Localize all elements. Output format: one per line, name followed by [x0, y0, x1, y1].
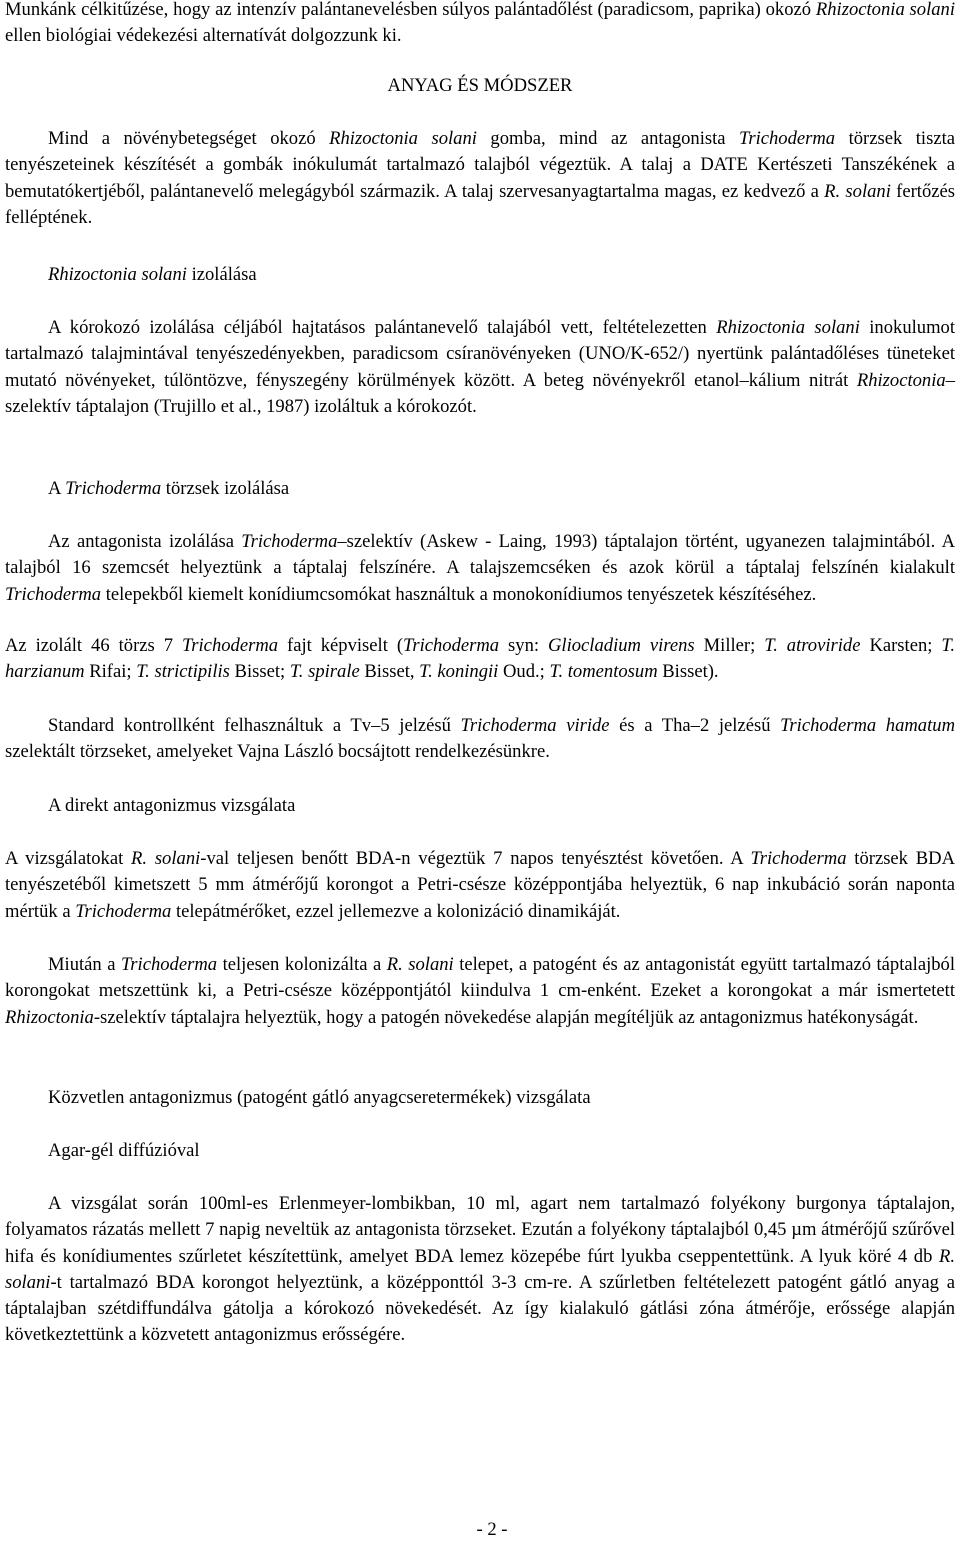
text-run: –szelektív táptalajon (Trujillo et al., 1987) izoláltuk a kórokozót. — [5, 369, 955, 417]
italic-term: Trichoderma viride — [460, 715, 610, 736]
italic-term: Rhizoctonia solani — [48, 264, 187, 285]
text-run: A direkt antagonizmus vizsgálata — [48, 795, 296, 816]
italic-term: Trichoderma — [75, 900, 172, 922]
text-run: fajt képviselt ( — [278, 635, 404, 656]
text-run: szelektált törzseket, amelyeket Vajna László bocsájtott rendelkezésünkre. — [5, 741, 550, 763]
page-number: - 2 - — [476, 1519, 508, 1540]
italic-term: R. solani — [131, 848, 201, 869]
text-run: A vizsgálat során 100ml-es Erlenmeyer-lombikban, 10 ml, agart nem tartalmazó folyékony burgonya táptalajon, folyamatos rázatás mellett 7 napig neveltük az antagonista törzseket. Ezután a folyékony táptalajból 0,45 µm átmérőjű szűrővel hifa és konídiumentes szűrletet készítettünk, amelyet BDA lemez közepébe fúrt lyukba cseppentettünk. A lyuk köré 4 db — [5, 1193, 955, 1267]
text-run: Bisset; — [229, 661, 290, 683]
text-run: –szelektív (Askew - Laing, 1993) táptalajon történt, ugyanezen talajmintából. A talajból 16 szemcsét helyeztünk a táptalaj felszínére. A talajszemcséken és azok körül a táptalaj felszínén kialakult — [5, 531, 955, 579]
text-run: Bisset). — [657, 661, 719, 683]
text-run: Karsten; — [860, 635, 942, 656]
heading-direct-antagonism — [5, 793, 955, 819]
text-run: teljesen kolonizálta a — [217, 954, 387, 975]
text-run: Mind a növénybetegséget okozó — [48, 128, 330, 149]
italic-term: Trichoderma — [5, 583, 102, 605]
italic-term: Rhizoctonia solani — [815, 0, 956, 20]
methods-paragraph — [5, 126, 955, 231]
direct-antagonism-paragraph — [5, 846, 955, 925]
italic-term: Trichoderma — [120, 954, 218, 975]
text-run: Miután a — [48, 954, 121, 975]
control-strains-paragraph — [5, 713, 955, 766]
heading-trichoderma-isolation — [5, 476, 955, 502]
text-run: A kórokozó izolálása céljából hajtatásos palántanevelő talajából vett, feltételezetten — [48, 317, 717, 338]
text-run: A — [48, 478, 66, 499]
text-run: Standard kontrollként felhasználtuk a Tv–5 jelzésű — [48, 715, 461, 736]
heading-agar-gel-diffusion — [5, 1138, 955, 1164]
text-run: izolálása — [186, 264, 257, 285]
italic-term: Trichoderma — [750, 848, 847, 869]
heading-rhizoctonia-isolation — [5, 262, 955, 288]
intro-paragraph — [5, 0, 955, 50]
italic-term: T. spirale — [289, 661, 360, 683]
italic-term: T. harzianum — [5, 635, 955, 683]
text-run: és a Tha–2 jelzésű — [609, 715, 781, 736]
italic-term: T. strictipilis — [136, 661, 230, 683]
text-run: Rifai; — [84, 661, 137, 683]
text-run: törzsek izolálása — [161, 478, 290, 499]
text-run: -szelektív táptalajra helyeztük, hogy a patogén növekedése alapján megítéljük az antagonizmus hatékonyságát. — [93, 1006, 919, 1028]
text-run: Az izolált 46 törzs 7 — [5, 635, 182, 656]
text-run: -val teljesen benőtt BDA-n végeztük 7 napos tenyésztést követően. A — [200, 848, 751, 869]
italic-term: Trichoderma — [65, 478, 162, 499]
text-run: Bisset, — [359, 661, 420, 683]
section-title: ANYAG ÉS MÓDSZER — [387, 75, 573, 96]
italic-term: Gliocladium virens — [548, 635, 695, 656]
italic-term: Trichoderma — [739, 128, 836, 149]
italic-term: T. atroviride — [764, 635, 861, 656]
text-run: fertőzés felléptének. — [5, 180, 955, 228]
text-run: Oud.; — [498, 661, 550, 683]
italic-term: Trichoderma — [403, 635, 500, 656]
italic-term: Rhizoctonia — [5, 1006, 94, 1028]
text-run: Miller; — [694, 635, 765, 656]
trichoderma-isolation-paragraph — [5, 529, 955, 608]
text-run: ellen biológiai védekezési alternatívát dolgozzunk ki. — [5, 25, 402, 47]
colonization-paragraph — [5, 952, 955, 1031]
text-run: A vizsgálatokat — [5, 848, 132, 869]
italic-term: Trichoderma hamatum — [780, 715, 955, 736]
text-run: gomba, mind az antagonista — [476, 128, 740, 149]
text-run: -t tartalmazó BDA korongot helyeztünk, a középponttól 3-3 cm-re. A szűrletben feltételezett patogént gátló anyag a táptalajban szétdiffundálva gátolja a kórokozó növekedését. Az így kialakuló gátlási zóna átmérője, erőssége alapján következtettünk a közvetett antagonizmus erősségére. — [5, 1271, 955, 1346]
text-run: telepekből kiemelt konídiumcsomókat használtuk a monokonídiumos tenyészetek készítéséhez. — [101, 583, 817, 605]
italic-term: R. solani — [5, 1245, 955, 1293]
italic-term: T. tomentosum — [549, 661, 658, 683]
trichoderma-species-paragraph — [5, 633, 955, 686]
text-run: telepet, a patogént és az antagonistát együtt tartalmazó táptalajból korongokat metszettünk ki, a Petri-csésze középpontjától kiindulva 1 cm-enként. Ezeket a korongokat a már ismertetett — [5, 954, 955, 1002]
heading-indirect-antagonism — [5, 1085, 955, 1111]
text-run: Agar-gél diffúzióval — [48, 1140, 200, 1161]
italic-term: Rhizoctonia solani — [716, 317, 860, 338]
italic-term: Trichoderma — [181, 635, 279, 656]
italic-term: T. koningii — [419, 661, 499, 683]
agar-diffusion-paragraph — [5, 1191, 955, 1349]
italic-term: R. solani — [386, 954, 454, 975]
text-run: törzsek tiszta tenyészeteinek készítését a gombák inókulumát tartalmazó talajból végeztük. A talaj a DATE Kertészeti Tanszékének a bemutatókertjéből, palántanevelő melegágyból származik. A talaj szervesanyagtartalma magas, ez kedvező a — [5, 128, 955, 202]
italic-term: Trichoderma — [241, 531, 338, 552]
text-run: Az antagonista izolálása — [48, 531, 242, 552]
text-run: törzsek BDA tenyészetéből kimetszett 5 mm átmérőjű korongot a Petri-csésze középpontjába helyeztük, 6 nap inkubáció során naponta mértük a — [5, 848, 956, 922]
text-run: syn: — [499, 635, 548, 656]
italic-term: Rhizoctonia solani — [329, 128, 477, 149]
text-run: telepátmérőket, ezzel jellemezve a kolonizáció dinamikáját. — [171, 900, 621, 922]
text-run: inokulumot tartalmazó talajmintával tenyészedényekben, paradicsom csíranövényeken (UNO/K-652/) nyertünk palántadőléses tüneteket mutató növényeket, túlöntözve, fényszegény körülmények között. A beteg növényekről etanol–kálium nitrát — [5, 317, 956, 391]
text-run: Közvetlen antagonizmus (patogént gátló anyagcseretermékek) vizsgálata — [48, 1087, 591, 1108]
italic-term: R. solani — [824, 180, 891, 202]
text-run: Munkánk célkitűzése, hogy az intenzív palántanevelésben súlyos palántadőlést (paradicsom, paprika) okozó — [5, 0, 816, 20]
rhizoctonia-isolation-paragraph — [5, 315, 955, 420]
italic-term: Rhizoctonia — [856, 369, 946, 391]
